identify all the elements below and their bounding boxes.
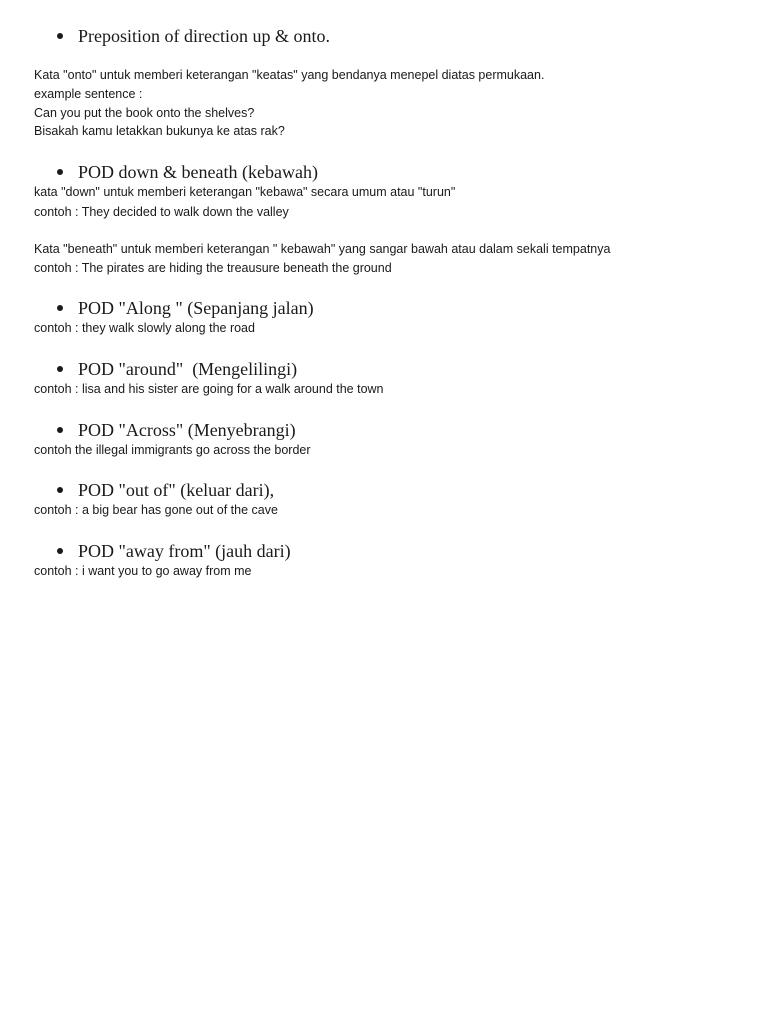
bullet-icon bbox=[57, 548, 63, 554]
bullet-icon bbox=[57, 169, 63, 175]
bullet-icon bbox=[57, 427, 63, 433]
body-line: kata "down" untuk memberi keterangan "kebawa" secara umum atau "turun" bbox=[34, 185, 456, 199]
body-line: Can you put the book onto the shelves? bbox=[34, 106, 255, 120]
body-line: contoh : i want you to go away from me bbox=[34, 564, 252, 578]
bullet-icon bbox=[57, 487, 63, 493]
body-line: contoh : The pirates are hiding the treausure beneath the ground bbox=[34, 261, 392, 275]
body-line: contoh the illegal immigrants go across the border bbox=[34, 443, 311, 457]
body-line: contoh : They decided to walk down the valley bbox=[34, 205, 289, 219]
bullet-icon bbox=[57, 33, 63, 39]
heading-text: POD down & beneath (kebawah) bbox=[78, 162, 318, 182]
section-heading-around bbox=[57, 358, 297, 380]
body-line: Kata "beneath" untuk memberi keterangan " kebawah" yang sangar bawah atau dalam sekali tempatnya bbox=[34, 242, 611, 256]
heading-text: POD "away from" (jauh dari) bbox=[78, 541, 291, 561]
body-line: Kata "onto" untuk memberi keterangan "keatas" yang bendanya menepel diatas permukaan. bbox=[34, 68, 545, 82]
bullet-icon bbox=[57, 366, 63, 372]
bullet-icon bbox=[57, 305, 63, 311]
heading-text: Preposition of direction up & onto. bbox=[78, 26, 330, 46]
heading-text: POD "out of" (keluar dari), bbox=[78, 480, 275, 500]
section-heading-across bbox=[57, 419, 296, 441]
heading-text: POD "Along " (Sepanjang jalan) bbox=[78, 298, 314, 318]
section-heading-away-from bbox=[57, 540, 291, 562]
body-line: example sentence : bbox=[34, 87, 143, 101]
section-heading-out-of bbox=[57, 479, 274, 501]
body-line: contoh : lisa and his sister are going for a walk around the town bbox=[34, 382, 384, 396]
heading-text: POD "Across" (Menyebrangi) bbox=[78, 420, 296, 440]
section-heading-down-beneath bbox=[57, 161, 318, 183]
body-line: contoh : a big bear has gone out of the cave bbox=[34, 503, 278, 517]
body-line: Bisakah kamu letakkan bukunya ke atas rak? bbox=[34, 124, 285, 138]
section-heading-along bbox=[57, 297, 314, 319]
body-line: contoh : they walk slowly along the road bbox=[34, 321, 255, 335]
section-heading-up-onto bbox=[57, 25, 330, 47]
heading-text: POD "around" (Mengelilingi) bbox=[78, 359, 298, 379]
